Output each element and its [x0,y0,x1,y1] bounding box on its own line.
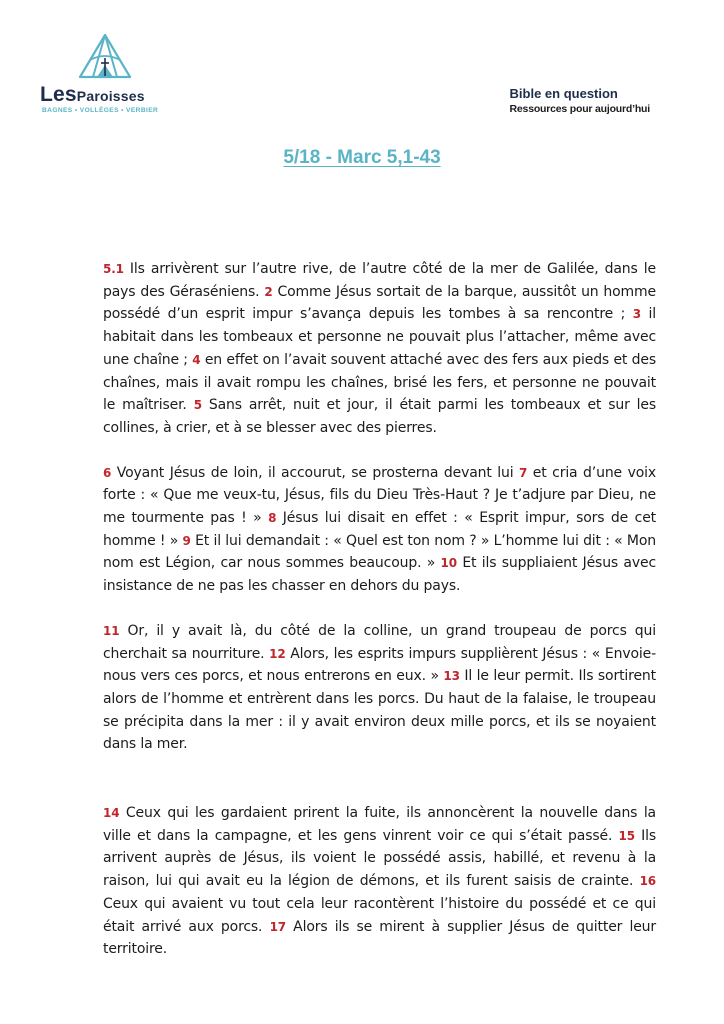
paragraph-3 [103,620,656,756]
verse-text: en effet on l’avait souvent attaché avec des fers aux pieds et des chaînes, mais il avait rompu les chaînes, brisé les fers, et personne ne pouvait le maîtriser. [103,351,656,414]
logo-wordmark [40,83,180,107]
verse-text: Il le leur permit. Ils sortirent alors de l’homme et entrèrent dans les porcs. Du haut de la falaise, le troupeau se précipita dans la mer : il y avait environ deux mille porcs, et ils se noyaient dans la mer. [103,668,656,753]
verse-number: 11 [103,623,120,638]
verse-text: Sans arrêt, nuit et jour, il était parmi les tombeaux et sur les collines, à crier, et à se blesser avec des pierres. [103,397,656,436]
logo-paroisses: Paroisses [76,88,145,104]
verse-text: Voyant Jésus de loin, il accourut, se prosterna devant lui [111,464,520,481]
scripture-text [103,258,656,961]
page-title: 5/18 - Marc 5,1-43 [283,147,441,168]
verse-text: Et ils suppliaient Jésus avec insistance de ne pas les chasser en dehors du pays. [103,555,657,595]
verse-text: Ceux qui avaient vu tout cela leur racontèrent l’histoire du possédé et ce qui était arrivé aux porcs. [103,895,656,935]
verse-text: Jésus lui disait en effet : « Esprit impur, sors de cet homme ! » [103,510,656,549]
verse-number: 7 [519,465,528,480]
header-subtitle: Ressources pour aujourd’hui [509,103,650,115]
mountain-cross-icon [75,32,135,82]
verse-number: 5.1 [103,262,124,276]
verse-number: 8 [268,511,277,526]
verse-number: 10 [440,556,457,571]
verse-number: 2 [264,284,273,299]
verse-number: 6 [103,465,112,480]
verse-text: Ils arrivèrent sur l’autre rive, de l’autre côté de la mer de Galilée, dans le pays des Géraséniens. [103,261,656,300]
verse-number: 15 [618,828,635,843]
verse-text: Ceux qui les gardaient prirent la fuite, ils annoncèrent la nouvelle dans la ville et dans la campagne, et les gens vinrent voir ce qui s’était passé. [103,805,656,844]
verse-number: 3 [632,307,641,322]
header-title: Bible en question [509,86,618,101]
verse-number: 14 [103,806,120,821]
verse-text: Alors ils se mirent à supplier Jésus de quitter leur territoire. [103,918,656,958]
verse-number: 4 [192,352,201,367]
verse-number: 9 [182,533,191,548]
verse-text: Et il lui demandait : « Quel est ton nom ? » L’homme lui dit : « Mon nom est Légion, car nous sommes beaucoup. » [103,532,656,572]
verse-number: 16 [639,874,656,889]
verse-text: il habitait dans les tombeaux et personne ne pouvait plus l’attacher, même avec une chaîne ; [103,306,656,368]
verse-text: et cria d’une voix forte : « Que me veux-tu, Jésus, fils du Dieu Très-Haut ? Je t’adjure par Dieu, ne me tourmente pas ! » [103,464,656,527]
verse-number: 17 [269,919,286,934]
logo-les: Les [40,83,77,106]
verse-text: Ils arrivent auprès de Jésus, ils voient le possédé assis, habillé, et revenu à la raison, lui qui avait eu la légion de démons, et ils furent saisis de crainte. [103,827,656,890]
verse-text: Alors, les esprits impurs supplièrent Jésus : « Envoie-nous vers ces porcs, et nous entrerons en eux. » [103,645,656,685]
paragraph-2 [103,462,656,598]
paragraph-1 [103,258,656,440]
paragraph-4 [103,802,656,961]
verse-number: 13 [443,669,460,684]
verse-text: Comme Jésus sortait de la barque, aussitôt un homme possédé d’un esprit impur s’avança depuis les tombes à sa rencontre ; [103,283,656,323]
verse-text: Or, il y avait là, du côté de la colline, un grand troupeau de porcs qui cherchait sa nourriture. [103,622,656,662]
verse-number: 5 [193,398,202,413]
verse-number: 12 [269,646,286,661]
parish-logo [40,32,180,122]
logo-subtitle: BAGNES • VOLLÈGES • VERBIER [42,107,159,114]
header-block [510,86,650,116]
